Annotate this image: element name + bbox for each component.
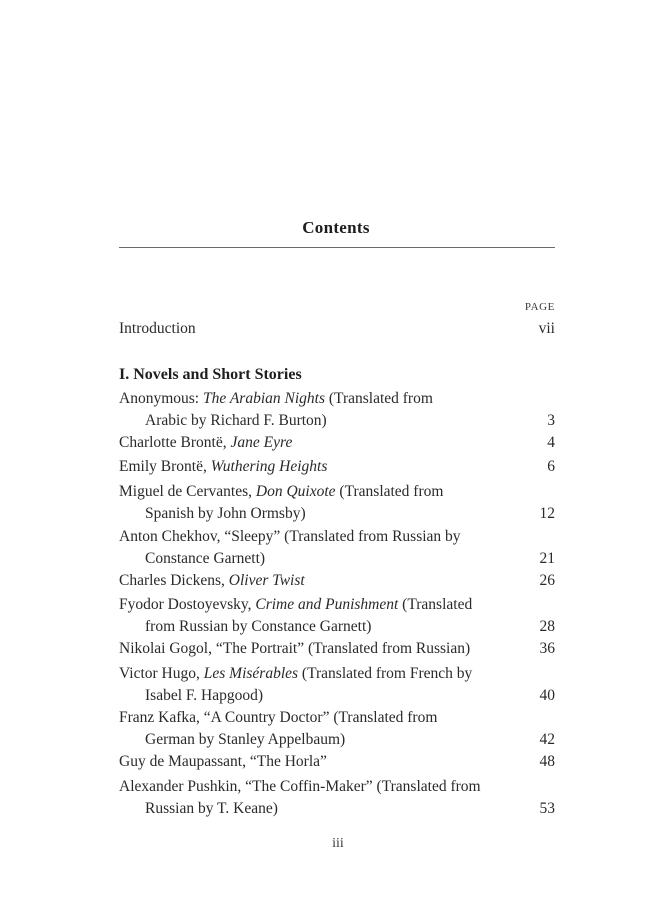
toc-author: Nikolai Gogol, <box>119 640 216 657</box>
toc-entry-line1 <box>119 456 327 478</box>
toc-author: Charlotte Brontë, <box>119 434 231 451</box>
toc-entry-line1 <box>119 570 305 592</box>
toc-entry-line1 <box>119 526 461 548</box>
toc-entry-rest: “The Portrait” (Translated from Russian) <box>215 640 471 657</box>
page-folio: iii <box>332 836 344 851</box>
toc-entry-line1 <box>119 432 292 454</box>
toc-page-number: 28 <box>539 618 555 635</box>
toc-entry-rest: “Sleepy” (Translated from Russian by <box>224 528 461 545</box>
toc-page-number: 12 <box>539 505 555 522</box>
toc-work-title: Don Quixote <box>255 483 336 500</box>
section-heading: I. Novels and Short Stories <box>119 366 302 383</box>
toc-author: Franz Kafka, <box>119 709 204 726</box>
toc-entry-line2: from Russian by Constance Garnett) <box>145 618 372 635</box>
page-title: Contents <box>302 218 370 237</box>
toc-page-number: 42 <box>539 731 555 748</box>
toc-entry-rest: (Translated from <box>335 483 444 500</box>
toc-entry-line1 <box>119 481 443 503</box>
toc-entry-line1 <box>119 776 481 798</box>
toc-entry-rest: “A Country Doctor” (Translated from <box>203 709 438 726</box>
toc-page-number: 4 <box>547 434 555 451</box>
toc-page-number: 48 <box>539 753 555 770</box>
toc-author: Emily Brontë, <box>119 458 211 475</box>
toc-page-number: 26 <box>539 572 555 589</box>
toc-author: Alexander Pushkin, <box>119 778 246 795</box>
toc-work-title: Les Misérables <box>203 665 299 682</box>
toc-entry-line2: Constance Garnett) <box>145 550 266 567</box>
toc-author: Victor Hugo, <box>119 665 204 682</box>
toc-author: Fyodor Dostoyevsky, <box>119 596 256 613</box>
toc-entry-line1 <box>119 751 327 773</box>
toc-entry-line2: Spanish by John Ormsby) <box>145 505 306 522</box>
toc-entry-rest: (Translated from French by <box>298 665 473 682</box>
toc-page-number: 6 <box>547 458 555 475</box>
toc-author: Anton Chekhov, <box>119 528 225 545</box>
toc-entry-line2: Arabic by Richard F. Burton) <box>145 412 327 429</box>
toc-entry-line1 <box>119 594 472 616</box>
toc-author: Guy de Maupassant, <box>119 753 250 770</box>
toc-page-number: 3 <box>547 412 555 429</box>
toc-work-title: Oliver Twist <box>228 572 305 589</box>
toc-entry-rest: “The Horla” <box>249 753 327 770</box>
toc-entry-line1 <box>119 663 472 685</box>
toc-work-title: Jane Eyre <box>230 434 293 451</box>
toc-entry-rest: “The Coffin-Maker” (Translated from <box>245 778 481 795</box>
toc-page-number: vii <box>538 320 555 337</box>
toc-entry-line1 <box>119 388 433 410</box>
toc-work-title: The Arabian Nights <box>202 390 325 407</box>
toc-work-title: Crime and Punishment <box>255 596 399 613</box>
toc-entry-label: Introduction <box>119 320 196 337</box>
toc-entry-line1 <box>119 707 437 729</box>
toc-entry-line2: Isabel F. Hapgood) <box>145 687 263 704</box>
toc-entry-line1 <box>119 638 470 660</box>
toc-entry-line2: Russian by T. Keane) <box>145 800 278 817</box>
toc-page-number: 36 <box>539 640 555 657</box>
toc-author: Miguel de Cervantes, <box>119 483 256 500</box>
toc-entry-rest: (Translated from <box>324 390 433 407</box>
toc-page-number: 21 <box>539 550 555 567</box>
toc-page-number: 53 <box>539 800 555 817</box>
toc-page-number: 40 <box>539 687 555 704</box>
toc-entry-line2: German by Stanley Appelbaum) <box>145 731 346 748</box>
toc-author: Charles Dickens, <box>119 572 229 589</box>
title-rule <box>119 247 555 248</box>
page-column-label: PAGE <box>524 301 555 313</box>
toc-entry-rest: (Translated <box>398 596 473 613</box>
toc-work-title: Wuthering Heights <box>210 458 328 475</box>
toc-author: Anonymous: <box>119 390 203 407</box>
